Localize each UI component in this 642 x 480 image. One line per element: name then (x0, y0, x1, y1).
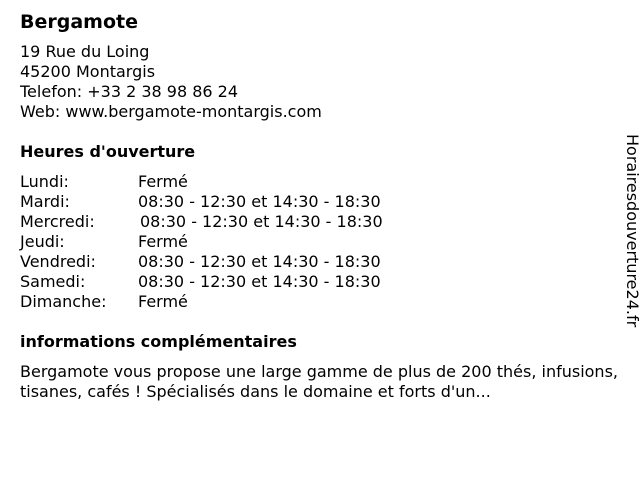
phone-number: Telefon: +33 2 38 98 86 24 (20, 82, 239, 101)
hours-day: Jeudi: (20, 232, 65, 251)
hours-row-saturday (20, 272, 620, 292)
hours-time: Fermé (138, 172, 188, 191)
address-line-city: 45200 Montargis (20, 62, 156, 81)
hours-row-friday (20, 252, 620, 272)
hours-day: Mardi: (20, 192, 70, 211)
hours-row-wednesday (20, 212, 620, 232)
hours-time: 08:30 - 12:30 et 14:30 - 18:30 (138, 252, 381, 271)
hours-time: Fermé (138, 232, 188, 251)
hours-time: 08:30 - 12:30 et 14:30 - 18:30 (140, 212, 383, 231)
additional-info-heading: informations complémentaires (20, 332, 297, 351)
business-name: Bergamote (20, 11, 138, 33)
hours-time: 08:30 - 12:30 et 14:30 - 18:30 (138, 272, 381, 291)
opening-hours-heading: Heures d'ouverture (20, 142, 196, 161)
hours-row-tuesday (20, 192, 620, 212)
site-watermark: Horairesdouverture24.fr (623, 134, 642, 328)
opening-hours-table (20, 172, 620, 312)
website-link[interactable]: Web: www.bergamote-montargis.com (20, 102, 322, 121)
business-card (20, 10, 620, 402)
hours-day: Lundi: (20, 172, 69, 191)
hours-row-thursday (20, 232, 620, 252)
hours-time: Fermé (138, 292, 188, 311)
hours-day: Dimanche: (20, 292, 107, 311)
business-description: Bergamote vous propose une large gamme de plus de 200 thés, infusions, tisanes, cafés ! Spécialisés dans le domaine et forts d'un... (20, 362, 618, 401)
hours-day: Mercredi: (20, 212, 95, 231)
address-line-street: 19 Rue du Loing (20, 42, 150, 61)
hours-day: Samedi: (20, 272, 86, 291)
hours-time: 08:30 - 12:30 et 14:30 - 18:30 (138, 192, 381, 211)
hours-row-sunday (20, 292, 620, 312)
hours-day: Vendredi: (20, 252, 96, 271)
business-contact (20, 42, 620, 122)
hours-row-monday (20, 172, 620, 192)
